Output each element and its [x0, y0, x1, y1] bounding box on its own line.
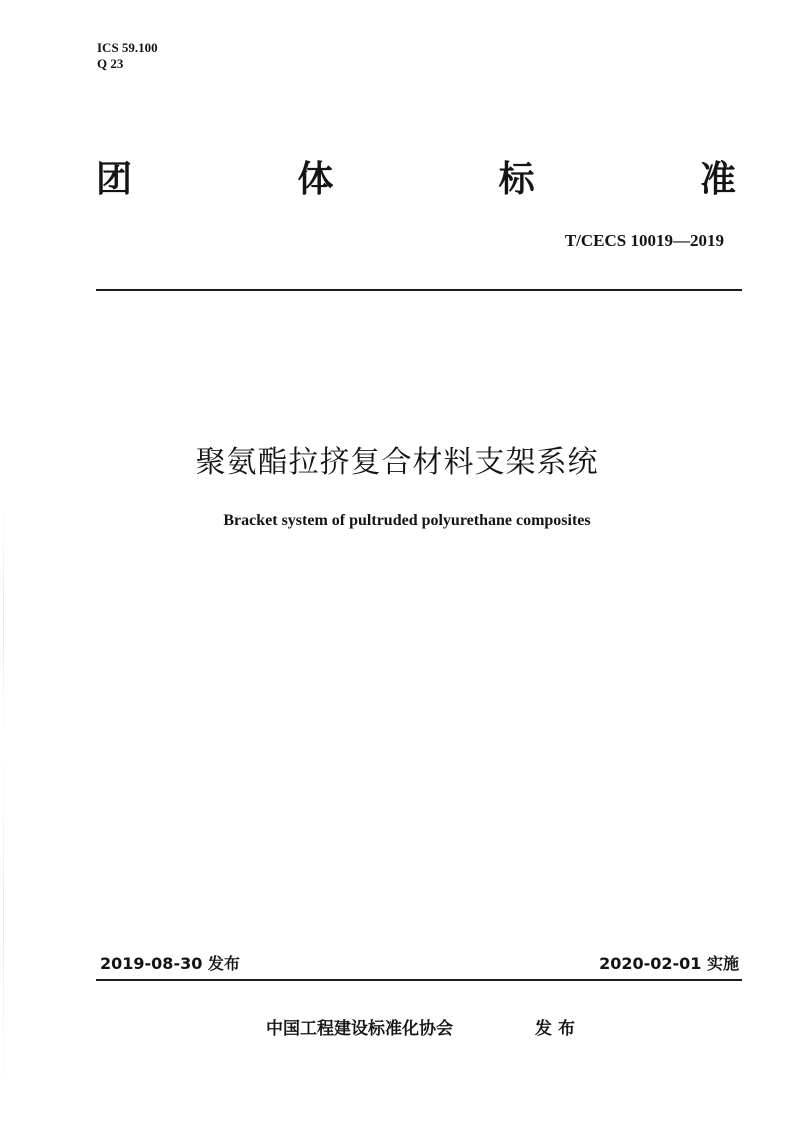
publish-label: 发布 — [535, 1019, 581, 1039]
document-title-english: Bracket system of pultruded polyurethane composites — [223, 512, 591, 529]
bottom-divider — [96, 979, 742, 981]
standard-type-heading — [96, 152, 736, 208]
document-title-chinese: 聚氨酯拉挤复合材料支架系统 — [195, 445, 599, 480]
ics-code: ICS 59.100 — [97, 40, 158, 55]
ccs-code: Q 23 — [97, 56, 124, 71]
scan-edge-artifact — [3, 500, 4, 1100]
standard-number: T/CECS 10019—2019 — [564, 231, 724, 250]
standard-type-char-4: 准 — [699, 159, 736, 200]
publisher-name: 中国工程建设标准化协会 — [266, 1019, 453, 1039]
classification-codes — [97, 40, 158, 72]
effective-date: 2020-02-01 实施 — [599, 954, 739, 973]
top-divider — [96, 289, 742, 291]
standard-type-char-3: 标 — [498, 159, 535, 200]
issue-date: 2019-08-30 发布 — [100, 954, 240, 973]
standard-type-char-2: 体 — [297, 159, 334, 200]
standard-type-char-1: 团 — [96, 159, 133, 200]
